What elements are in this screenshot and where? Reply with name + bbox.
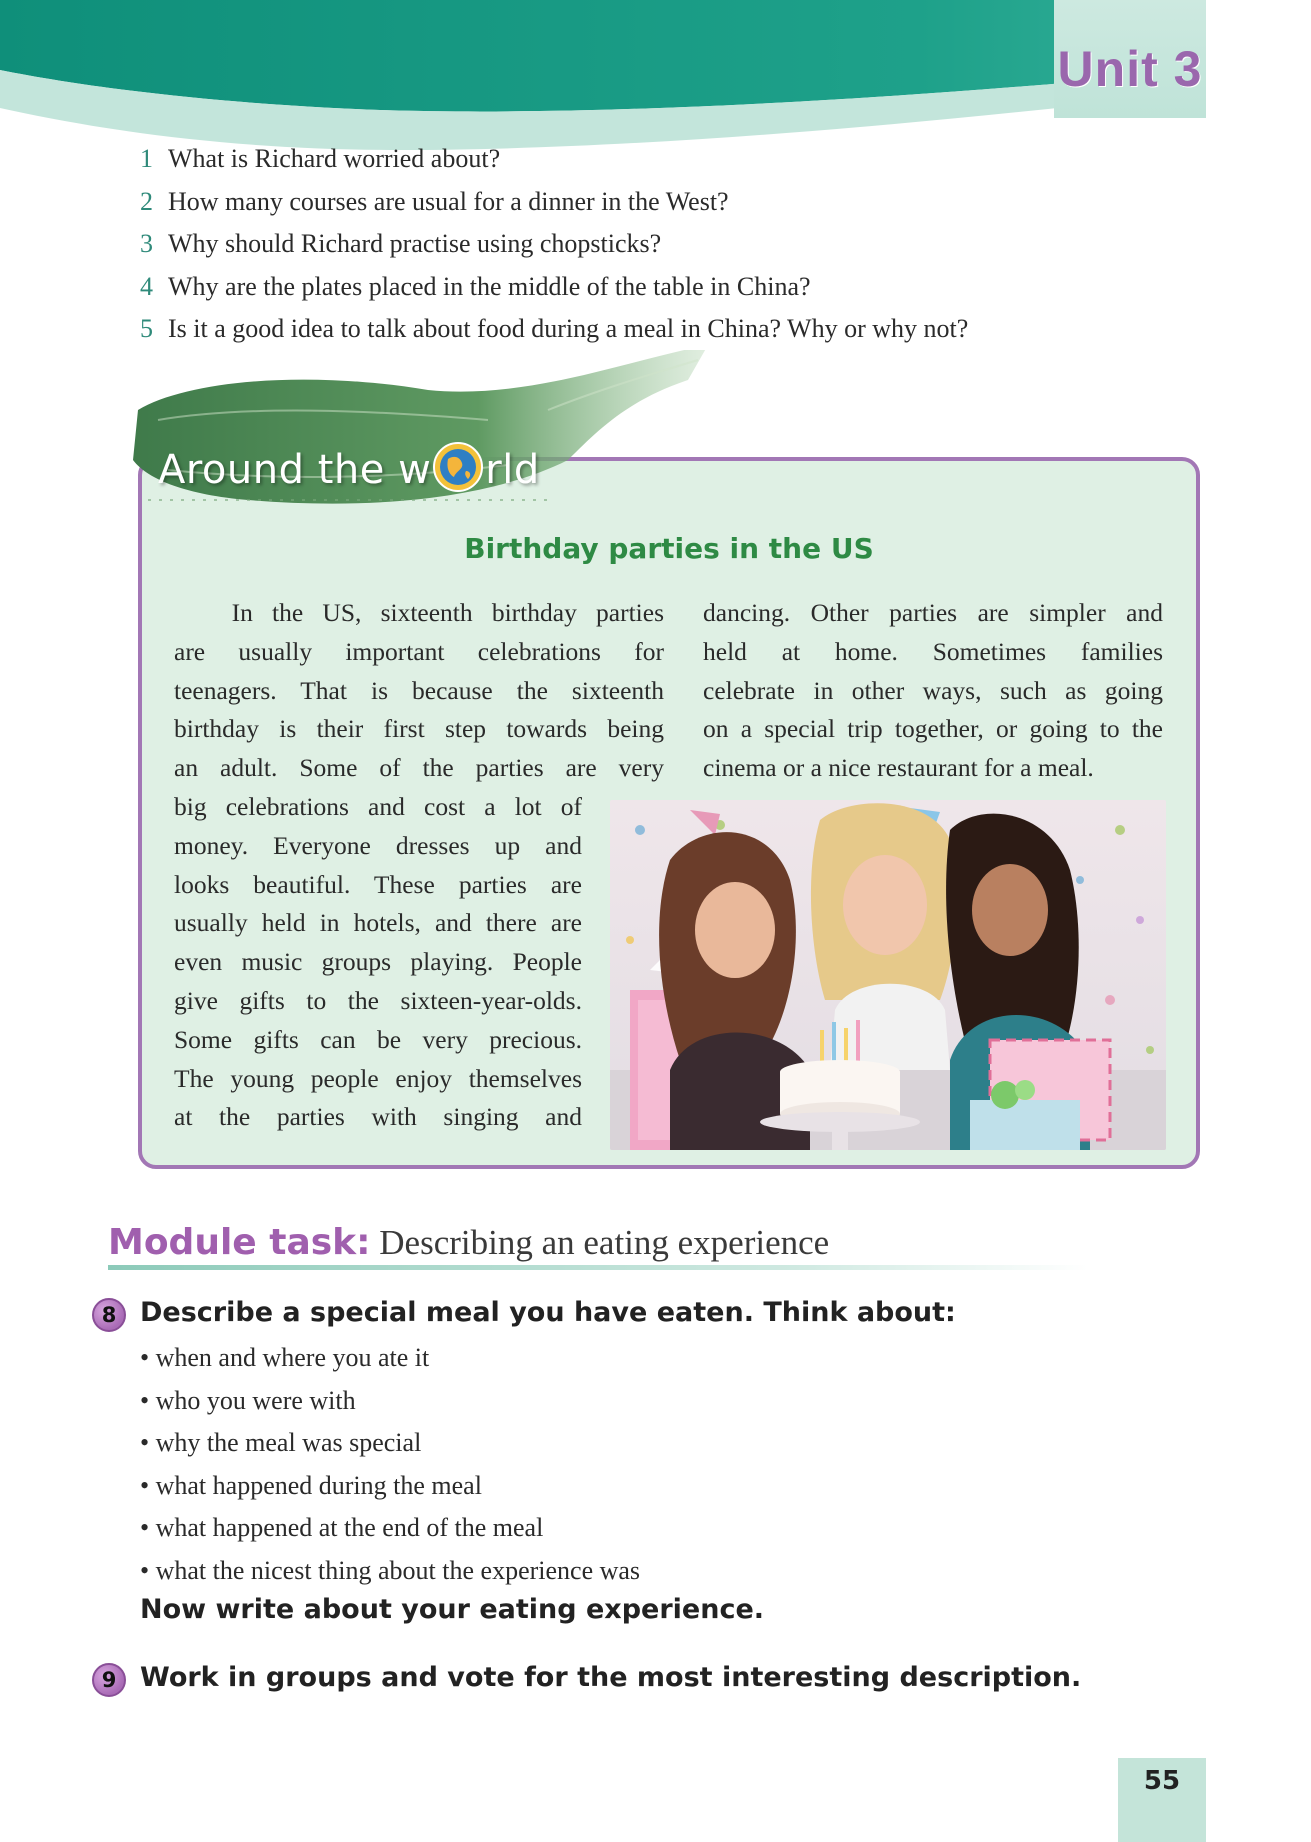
list-item [140,1550,640,1593]
module-task-underline [108,1265,1088,1270]
article-text-left-bottom [174,788,582,1137]
label-text: rld [485,447,540,493]
question-number: 5 [140,314,153,343]
text-line: give gifts to the sixteen-year-olds. [174,985,582,1015]
text-line: held at home. Sometimes families [703,636,1163,666]
page-margin [1206,0,1311,1842]
question-item [140,223,968,266]
text-line: on a special trip together, or going to the [703,714,1163,744]
question-text: What is Richard worried about? [168,144,501,173]
list-item [140,1337,640,1380]
list-item [140,1465,640,1508]
module-task-heading [108,1222,829,1263]
text-line: Some gifts can be very precious. [174,1024,582,1054]
question-item [140,308,968,351]
task-instruction: Work in groups and vote for the most interesting description. [140,1662,1082,1693]
question-text: How many courses are usual for a dinner in the West? [168,186,729,216]
question-item [140,138,968,181]
text-line: birthday is their first step towards being [174,714,664,744]
text-line: are usually important celebrations for [174,636,664,666]
question-item [140,266,968,309]
text-line: money. Everyone dresses up and [174,830,582,860]
list-item-text: why the meal was special [155,1428,422,1457]
writing-instruction: Now write about your eating experience. [140,1594,765,1625]
task-number-badge: 9 [92,1663,126,1697]
label-text: Around the w [158,447,432,493]
unit-title: Unit 3 [1057,41,1203,97]
bullet-icon: • [140,1513,156,1542]
text-line: The young people enjoy themselves [174,1063,582,1093]
list-item-text: what the nicest thing about the experience was [155,1555,641,1585]
task-number-badge: 8 [92,1298,126,1332]
article-text-right [703,594,1163,788]
article-title: Birthday parties in the US [464,532,874,565]
birthday-party-photo [610,800,1166,1150]
text-line: even music groups playing. People [174,947,582,977]
question-number: 3 [140,229,153,258]
text-line: looks beautiful. These parties are [174,869,582,899]
bullet-icon: • [140,1385,156,1415]
list-item [140,1380,640,1423]
article-text-left-top [174,594,664,788]
question-number: 1 [140,144,153,173]
question-number: 4 [140,271,153,301]
question-text: Why should Richard practise using chopsticks? [168,229,662,258]
module-task-subtitle: Describing an eating experience [370,1223,830,1262]
globe-icon [432,441,484,493]
bullet-icon: • [140,1470,156,1500]
text-line: cinema or a nice restaurant for a meal. [703,753,1094,783]
text-line: celebrate in other ways, such as going [703,675,1163,705]
question-text: Why are the plates placed in the middle of the table in China? [168,271,811,301]
question-item [140,181,968,224]
list-item-text: who you were with [155,1385,356,1415]
text-line: an adult. Some of the parties are very [174,753,664,783]
list-item [140,1507,640,1550]
page-number: 55 [1143,1766,1181,1796]
brush-banner [128,350,718,530]
text-line: teenagers. That is because the sixteenth [174,675,664,705]
question-text: Is it a good idea to talk about food during a meal in China? Why or why not? [168,314,969,343]
text-line: at the parties with singing and [174,1102,582,1132]
list-item-text: what happened during the meal [155,1470,482,1500]
text-line: big celebrations and cost a lot of [174,792,582,821]
text-line: dancing. Other parties are simpler and [703,598,1163,627]
text-line: usually held in hotels, and there are [174,908,582,938]
list-item-text: when and where you ate it [155,1343,430,1372]
module-task-label: Module task: [108,1222,371,1263]
list-item-text: what happened at the end of the meal [155,1513,544,1542]
task-instruction: Describe a special meal you have eaten. Think about: [140,1297,956,1328]
text-line: In the US, sixteenth birthday parties [174,598,664,627]
bullet-icon: • [140,1343,156,1372]
list-item [140,1422,640,1465]
around-the-world-label [158,441,540,493]
question-number: 2 [140,186,153,216]
bullet-icon: • [140,1428,156,1457]
bullet-icon: • [140,1555,156,1585]
question-list [140,138,968,351]
think-about-list [140,1337,640,1592]
